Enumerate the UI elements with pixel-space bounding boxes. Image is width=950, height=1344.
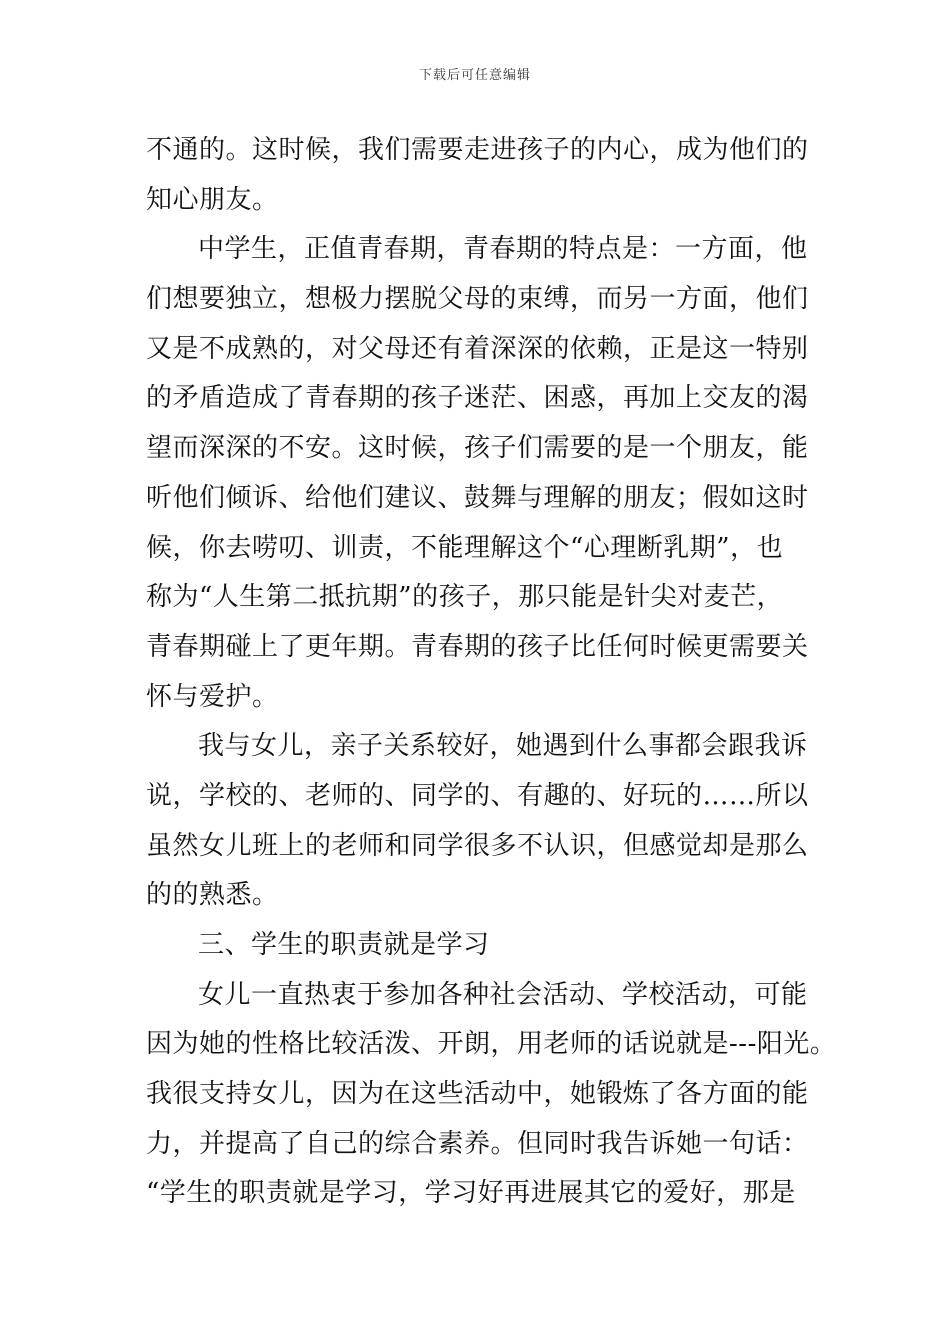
text-line: 青春期碰上了更年期。青春期的孩子比任何时候更需要关: [146, 631, 809, 662]
text-line: 听他们倾诉、给他们建议、鼓舞与理解的朋友；假如这时: [146, 482, 809, 513]
text-line: 的的熟悉。: [146, 880, 279, 911]
text-line: 我很支持女儿，因为在这些活动中，她锻炼了各方面的能: [146, 1079, 809, 1110]
text-line: 我与女儿，亲子关系较好，她遇到什么事都会跟我诉: [198, 731, 808, 762]
text-line: 们想要独立，想极力摆脱父母的束缚，而另一方面，他们: [146, 284, 809, 315]
page-header: 下载后可任意编辑: [418, 68, 531, 83]
text-line: 的矛盾造成了青春期的孩子迷茫、困惑，再加上交友的渴: [146, 383, 809, 414]
text-line: 三、学生的职责就是学习: [198, 930, 490, 960]
document-body: [146, 126, 846, 1219]
text-line: 女儿一直热衷于参加各种社会活动、学校活动，可能: [198, 979, 808, 1010]
text-line: 因为她的性格比较活泼、开朗，用老师的话说就是---阳光。: [146, 1029, 837, 1060]
text-line: 又是不成熟的，对父母还有着深深的依赖，正是这一特别: [146, 333, 809, 364]
text-line: 力，并提高了自己的综合素养。但同时我告诉她一句话：: [146, 1128, 809, 1159]
text-line: 望而深深的不安。这时候，孩子们需要的是一个朋友，能: [146, 433, 809, 464]
text-line: “学生的职责就是学习，学习好再进展其它的爱好，那是: [146, 1178, 796, 1209]
text-line: 称为“人生第二抵抗期”的孩子，那只能是针尖对麦芒，: [146, 582, 784, 613]
text-line: 不通的。这时候，我们需要走进孩子的内心，成为他们的: [146, 135, 809, 165]
text-line: 说，学校的、老师的、同学的、有趣的、好玩的……所以: [146, 780, 809, 811]
text-line: 虽然女儿班上的老师和同学很多不认识，但感觉却是那么: [146, 830, 809, 861]
text-line: 知心朋友。: [146, 184, 279, 215]
text-line: 候，你去唠叨、训责，不能理解这个“心理断乳期”，也: [146, 532, 784, 563]
text-line: 怀与爱护。: [146, 681, 279, 712]
text-line: 中学生，正值青春期，青春期的特点是：一方面，他: [198, 234, 808, 265]
